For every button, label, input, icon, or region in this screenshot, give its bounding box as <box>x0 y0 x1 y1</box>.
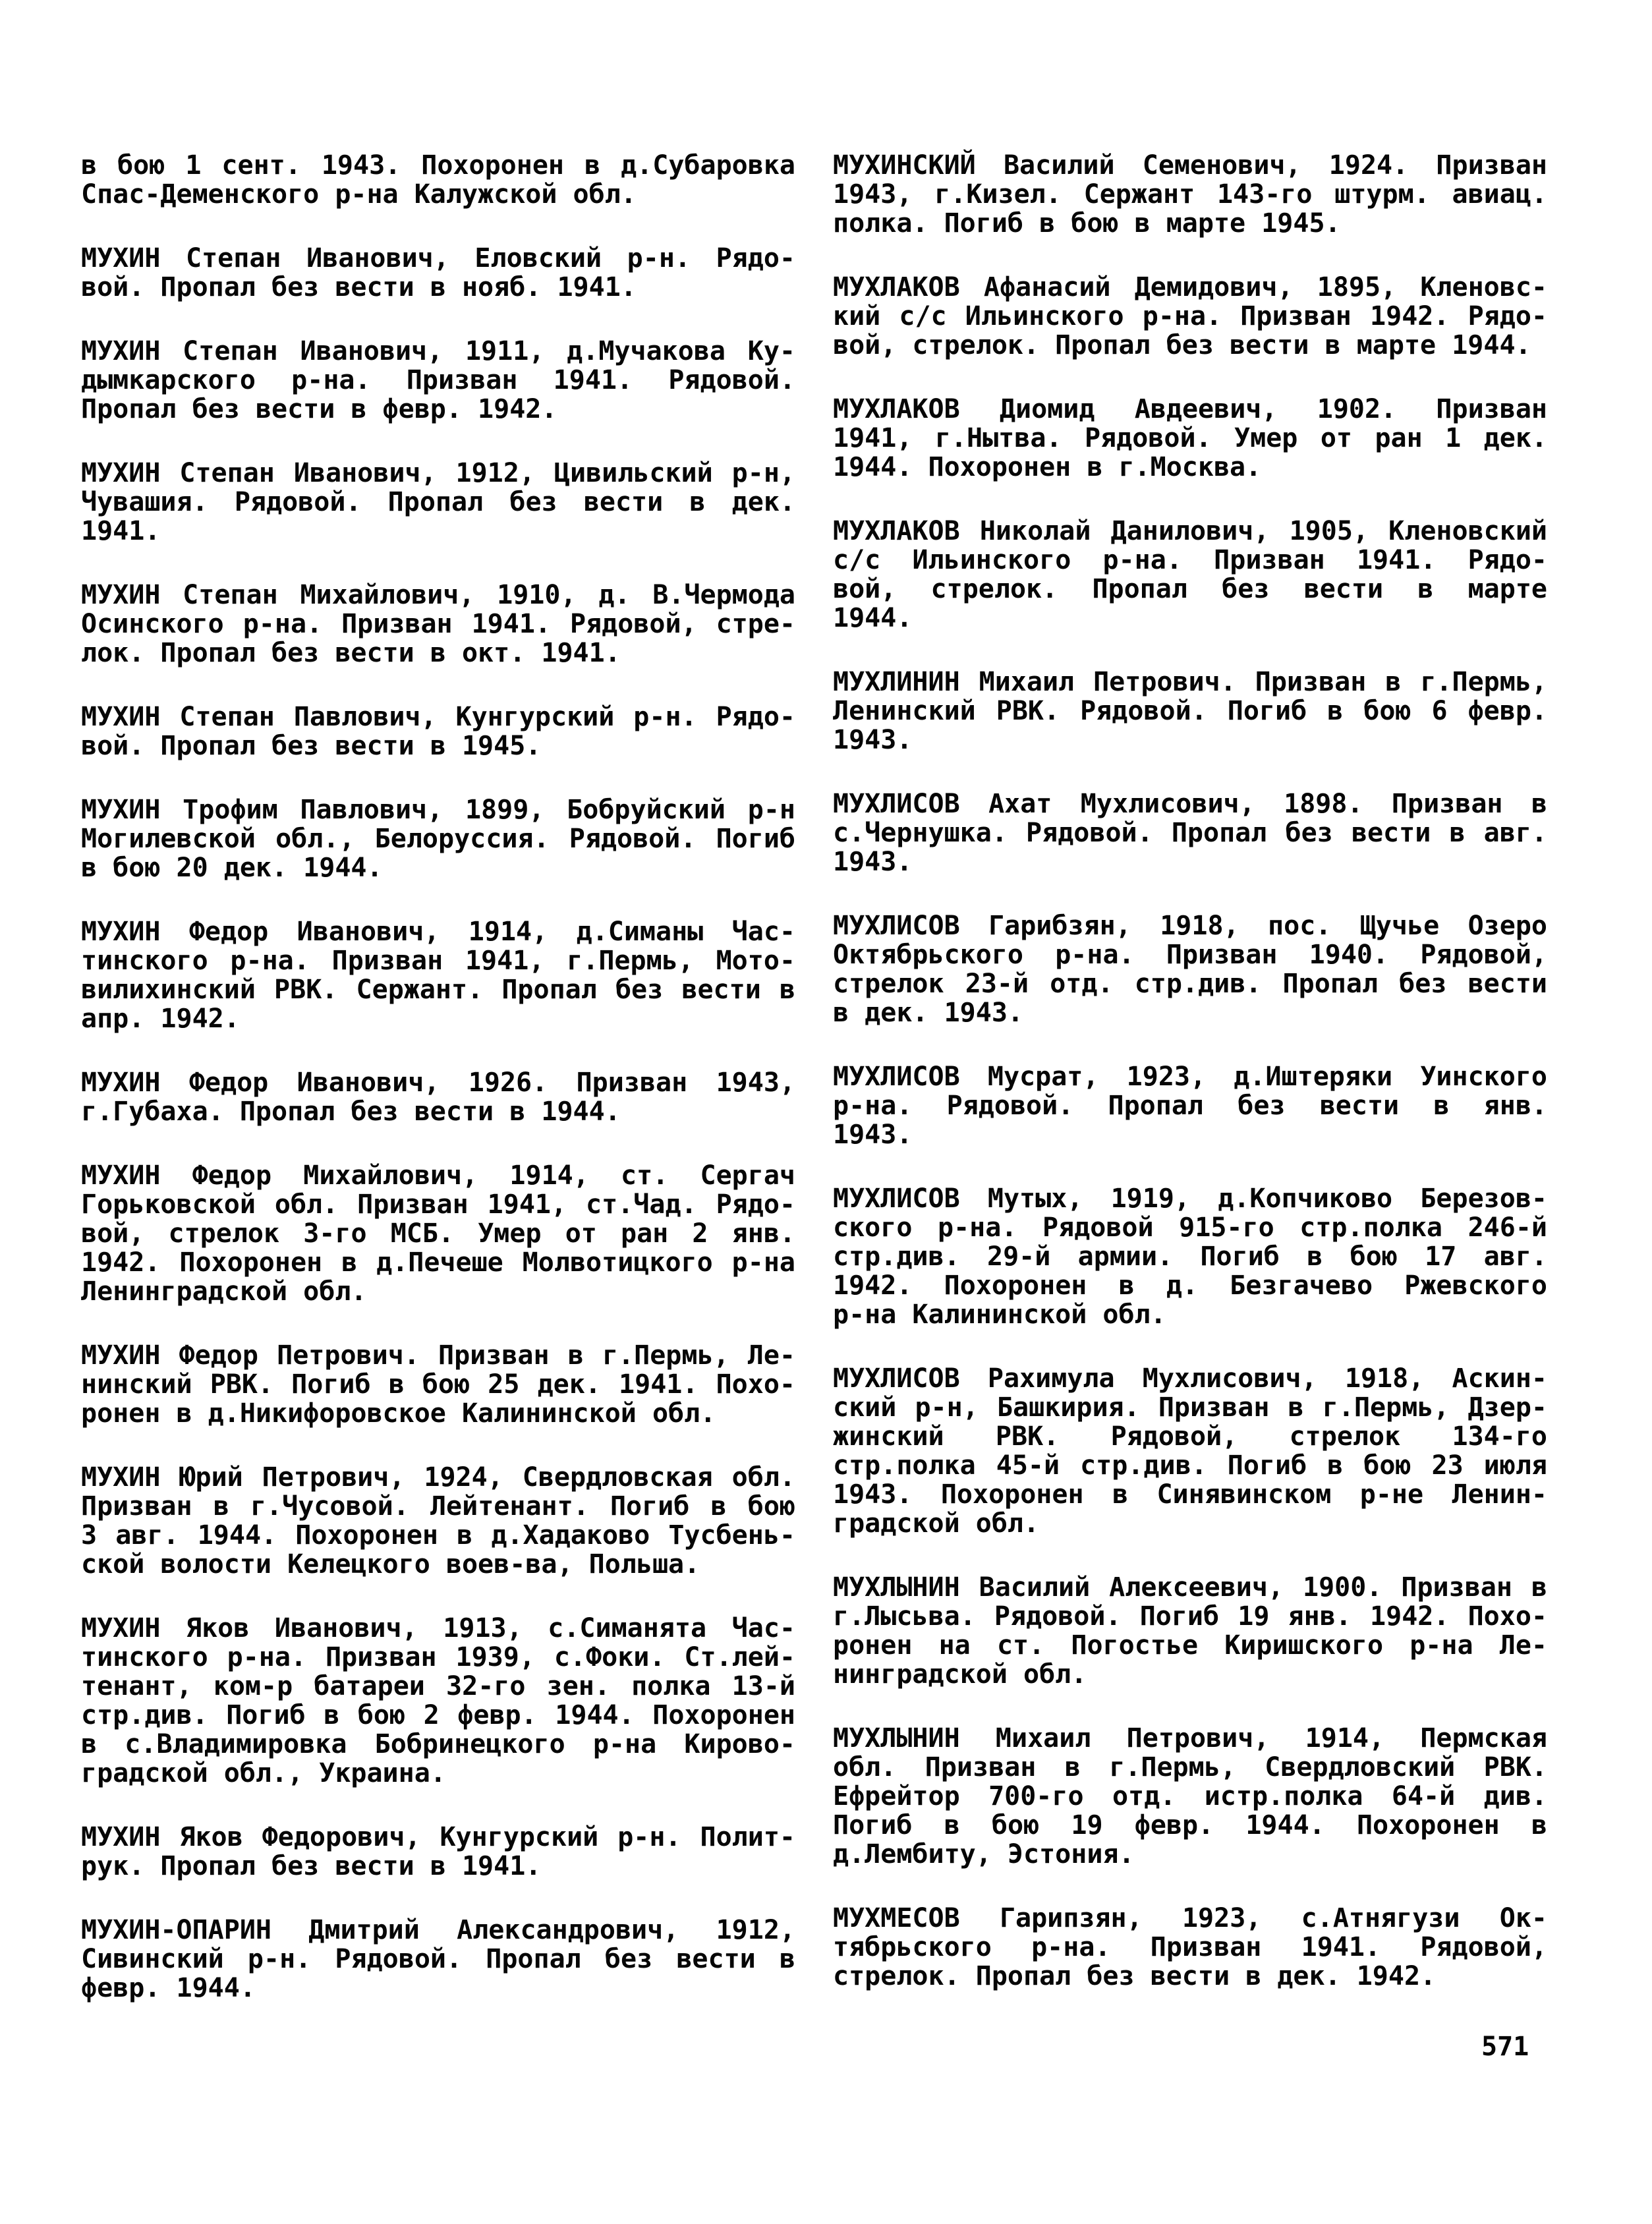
entry <box>833 668 1547 755</box>
entry <box>833 1062 1547 1149</box>
entry-line: ской волости Келецкого воев-ва, Польша. <box>81 1549 700 1580</box>
entry-line: МУХЛИСОВ Ахат Мухлисович, 1898. Призван в <box>833 789 1547 819</box>
entry-line: стрелок. Пропал без вести в дек. 1942. <box>833 1961 1437 1991</box>
entry <box>833 273 1547 360</box>
entry-line: МУХИНСКИЙ Василий Семенович, 1924. Призван <box>833 150 1547 181</box>
entry-line: г.Губаха. Пропал без вести в 1944. <box>81 1097 621 1127</box>
entry-line: стрелок 23-й отд. стр.див. Пропал без вести <box>833 969 1547 999</box>
entry-line: 1941, г.Нытва. Рядовой. Умер от ран 1 дек. <box>833 423 1547 453</box>
entry-line: вой. Пропал без вести в 1945. <box>81 731 542 761</box>
entry-line: МУХЛИСОВ Гарибзян, 1918, пос. Щучье Озеро <box>833 911 1547 941</box>
entry-line: МУХИН Степан Иванович, Еловский р-н. Рядо- <box>81 243 795 273</box>
entry-line: 1943, г.Кизел. Сержант 143-го штурм. авиац. <box>833 179 1547 210</box>
entry-line: ский р-н, Башкирия. Призван в г.Пермь, Дзер- <box>833 1392 1547 1423</box>
entry-line: стр.полка 45-й стр.див. Погиб в бою 23 июля <box>833 1450 1547 1481</box>
entry-line: жинский РВК. Рядовой, стрелок 134-го <box>833 1421 1547 1452</box>
entry-line: МУХИН Яков Иванович, 1913, с.Симанята Час- <box>81 1613 795 1643</box>
entry-line: МУХИН Федор Михайлович, 1914, ст. Сергач <box>81 1160 795 1191</box>
entry-line: МУХИН Степан Иванович, 1912, Цивильский р-н, <box>81 458 795 488</box>
entry-line: нинский РВК. Погиб в бою 25 дек. 1941. Похо- <box>81 1369 795 1400</box>
entry <box>833 1724 1547 1869</box>
entry-line: ронен на ст. Погостье Киришского р-на Ле- <box>833 1630 1547 1661</box>
entry-line: МУХЛАКОВ Афанасий Демидович, 1895, Кленовс- <box>833 272 1547 302</box>
entry-line: МУХЛИСОВ Рахимула Мухлисович, 1918, Аскин- <box>833 1363 1547 1394</box>
entry-line: с.Чернушка. Рядовой. Пропал без вести в авг. <box>833 818 1547 848</box>
entry <box>81 151 795 209</box>
entry-line: рук. Пропал без вести в 1941. <box>81 1851 542 1881</box>
entry <box>833 517 1547 633</box>
entry-line: вой, стрелок. Пропал без вести в марте 1944. <box>833 330 1531 360</box>
entry-line: Ленинский РВК. Рядовой. Погиб в бою 6 февр. <box>833 696 1547 726</box>
entry-line: тинского р-на. Призван 1941, г.Пермь, Мото- <box>81 946 795 976</box>
entry-line: тинского р-на. Призван 1939, с.Фоки. Ст.лей- <box>81 1642 795 1672</box>
entry-line: Ефрейтор 700-го отд. истр.полка 64-й див. <box>833 1781 1547 1811</box>
entry-line: 1942. Похоронен в д.Печеше Молвотицкого р-на <box>81 1247 795 1278</box>
entry-line: г.Лысьва. Рядовой. Погиб 19 янв. 1942. Похо- <box>833 1601 1547 1632</box>
entry-line: 1943. <box>833 725 913 755</box>
entry-line: МУХМЕСОВ Гарипзян, 1923, с.Атнягузи Ок- <box>833 1903 1547 1933</box>
entry <box>81 917 795 1033</box>
entry-line: обл. Призван в г.Пермь, Свердловский РВК. <box>833 1752 1547 1782</box>
entry-line: 3 авг. 1944. Похоронен в д.Хадаково Тусбень- <box>81 1520 795 1551</box>
entry <box>81 1161 795 1306</box>
entry-line: вой. Пропал без вести в нояб. 1941. <box>81 272 637 302</box>
entry-line: с/с Ильинского р-на. Призван 1941. Рядо- <box>833 545 1547 575</box>
entry-line: вой, стрелок 3-го МСБ. Умер от ран 2 янв. <box>81 1218 795 1249</box>
entry-line: в с.Владимировка Бобринецкого р-на Кирово- <box>81 1729 795 1759</box>
entry <box>81 1614 795 1788</box>
page-number: 571 <box>1481 2032 1529 2062</box>
entry-line: 1941. <box>81 516 161 546</box>
entry-line: 1944. <box>833 603 913 633</box>
entry-line: Спас-Деменского р-на Калужской обл. <box>81 179 637 210</box>
entry-line: Осинского р-на. Призван 1941. Рядовой, стре- <box>81 609 795 639</box>
entry-line: МУХИН-ОПАРИН Дмитрий Александрович, 1912, <box>81 1915 795 1945</box>
entry-line: Горьковской обл. Призван 1941, ст.Чад. Рядо- <box>81 1189 795 1220</box>
entry-line: МУХИН Степан Иванович, 1911, д.Мучакова Ку- <box>81 336 795 366</box>
entry-line: МУХЛИНИН Михаил Петрович. Призван в г.Пермь, <box>833 667 1547 697</box>
entry <box>833 395 1547 482</box>
entry-line: тенант, ком-р батареи 32-го зен. полка 13-й <box>81 1671 795 1701</box>
entry <box>81 1463 795 1579</box>
entry <box>81 459 795 546</box>
entry-line: Ленинградской обл. <box>81 1276 367 1307</box>
entry-line: Могилевской обл., Белоруссия. Рядовой. Погиб <box>81 824 795 854</box>
entry <box>833 1364 1547 1538</box>
entry-line: Чувашия. Рядовой. Пропал без вести в дек. <box>81 487 795 517</box>
entry-line: градской обл. <box>833 1508 1040 1539</box>
entry-line: д.Лембиту, Эстония. <box>833 1839 1135 1869</box>
entry-line: Погиб в бою 19 февр. 1944. Похоронен в <box>833 1810 1547 1840</box>
entry-line: стр.див. 29-й армии. Погиб в бою 17 авг. <box>833 1241 1547 1272</box>
entry-line: МУХИН Яков Федорович, Кунгурский р-н. Полит- <box>81 1822 795 1852</box>
entry-line: в дек. 1943. <box>833 998 1023 1028</box>
entry-line: р-на. Рядовой. Пропал без вести в янв. <box>833 1091 1547 1121</box>
entry <box>833 1184 1547 1329</box>
right-column <box>833 151 1547 1991</box>
entry-line: Призван в г.Чусовой. Лейтенант. Погиб в бою <box>81 1491 795 1522</box>
entry-line: 1943. <box>833 847 913 877</box>
entry-line: тябрьского р-на. Призван 1941. Рядовой, <box>833 1932 1547 1962</box>
entry-line: февр. 1944. <box>81 1973 256 2003</box>
entry <box>833 151 1547 238</box>
entry-line: МУХЛИСОВ Мутых, 1919, д.Копчиково Березов- <box>833 1183 1547 1214</box>
entry <box>81 337 795 424</box>
entry-line: МУХИН Степан Павлович, Кунгурский р-н. Рядо- <box>81 702 795 732</box>
entry-line: дымкарского р-на. Призван 1941. Рядовой. <box>81 365 795 395</box>
entry <box>81 1823 795 1881</box>
entry-line: МУХЛЫНИН Василий Алексеевич, 1900. Призван в <box>833 1572 1547 1603</box>
entry-line: МУХЛАКОВ Николай Данилович, 1905, Кленовский <box>833 516 1547 546</box>
entry <box>81 1341 795 1428</box>
entry-line: 1943. <box>833 1120 913 1150</box>
entry-line: МУХИН Юрий Петрович, 1924, Свердловская обл. <box>81 1462 795 1493</box>
entry-line: Сивинский р-н. Рядовой. Пропал без вести в <box>81 1944 795 1974</box>
entry-line: МУХИН Степан Михайлович, 1910, д. В.Чермода <box>81 580 795 610</box>
entry <box>81 702 795 760</box>
entry-line: Пропал без вести в февр. 1942. <box>81 394 557 424</box>
entry-line: Октябрьского р-на. Призван 1940. Рядовой, <box>833 940 1547 970</box>
entry-line: ронен в д.Никифоровское Калининской обл. <box>81 1398 716 1429</box>
entry-line: апр. 1942. <box>81 1004 240 1034</box>
entry <box>833 789 1547 876</box>
entry-line: кий с/с Ильинского р-на. Призван 1942. Рядо- <box>833 301 1547 331</box>
entry-line: градской обл., Украина. <box>81 1758 446 1788</box>
entry-line: полка. Погиб в бою в марте 1945. <box>833 208 1341 239</box>
entry-line: ского р-на. Рядовой 915-го стр.полка 246-й <box>833 1212 1547 1243</box>
entry <box>81 1916 795 2003</box>
entry-line: МУХИН Федор Иванович, 1926. Призван 1943, <box>81 1068 795 1098</box>
entry <box>81 244 795 302</box>
entry <box>81 1068 795 1126</box>
entry-line: лок. Пропал без вести в окт. 1941. <box>81 638 621 668</box>
entry <box>81 795 795 882</box>
entry-line: нинградской обл. <box>833 1659 1087 1690</box>
entry-line: 1943. Похоронен в Синявинском р-не Ленин- <box>833 1479 1547 1510</box>
entry-line: вилихинский РВК. Сержант. Пропал без вести в <box>81 975 795 1005</box>
entry-line: МУХИН Трофим Павлович, 1899, Бобруйский р-н <box>81 795 795 825</box>
entry-line: 1942. Похоронен в д. Безгачево Ржевского <box>833 1270 1547 1301</box>
entry-line: р-на Калининской обл. <box>833 1299 1166 1330</box>
entry-line: 1944. Похоронен в г.Москва. <box>833 452 1262 482</box>
entry-line: МУХЛАКОВ Диомид Авдеевич, 1902. Призван <box>833 394 1547 424</box>
entry-line: в бою 20 дек. 1944. <box>81 853 383 883</box>
entry <box>833 1904 1547 1991</box>
entry-line: МУХЛИСОВ Мусрат, 1923, д.Иштеряки Уинского <box>833 1062 1547 1092</box>
entry-line: МУХИН Федор Иванович, 1914, д.Симаны Час- <box>81 917 795 947</box>
entry-line: вой, стрелок. Пропал без вести в марте <box>833 574 1547 604</box>
entry-line: МУХИН Федор Петрович. Призван в г.Пермь, Ле- <box>81 1340 795 1371</box>
entry-line: МУХЛЫНИН Михаил Петрович, 1914, Пермская <box>833 1723 1547 1754</box>
left-column <box>81 151 795 2003</box>
entry <box>833 1573 1547 1689</box>
entry-line: в бою 1 сент. 1943. Похоронен в д.Субаровка <box>81 150 795 181</box>
entry <box>833 911 1547 1027</box>
entry <box>81 581 795 668</box>
entry-line: стр.див. Погиб в бою 2 февр. 1944. Похоронен <box>81 1700 795 1730</box>
